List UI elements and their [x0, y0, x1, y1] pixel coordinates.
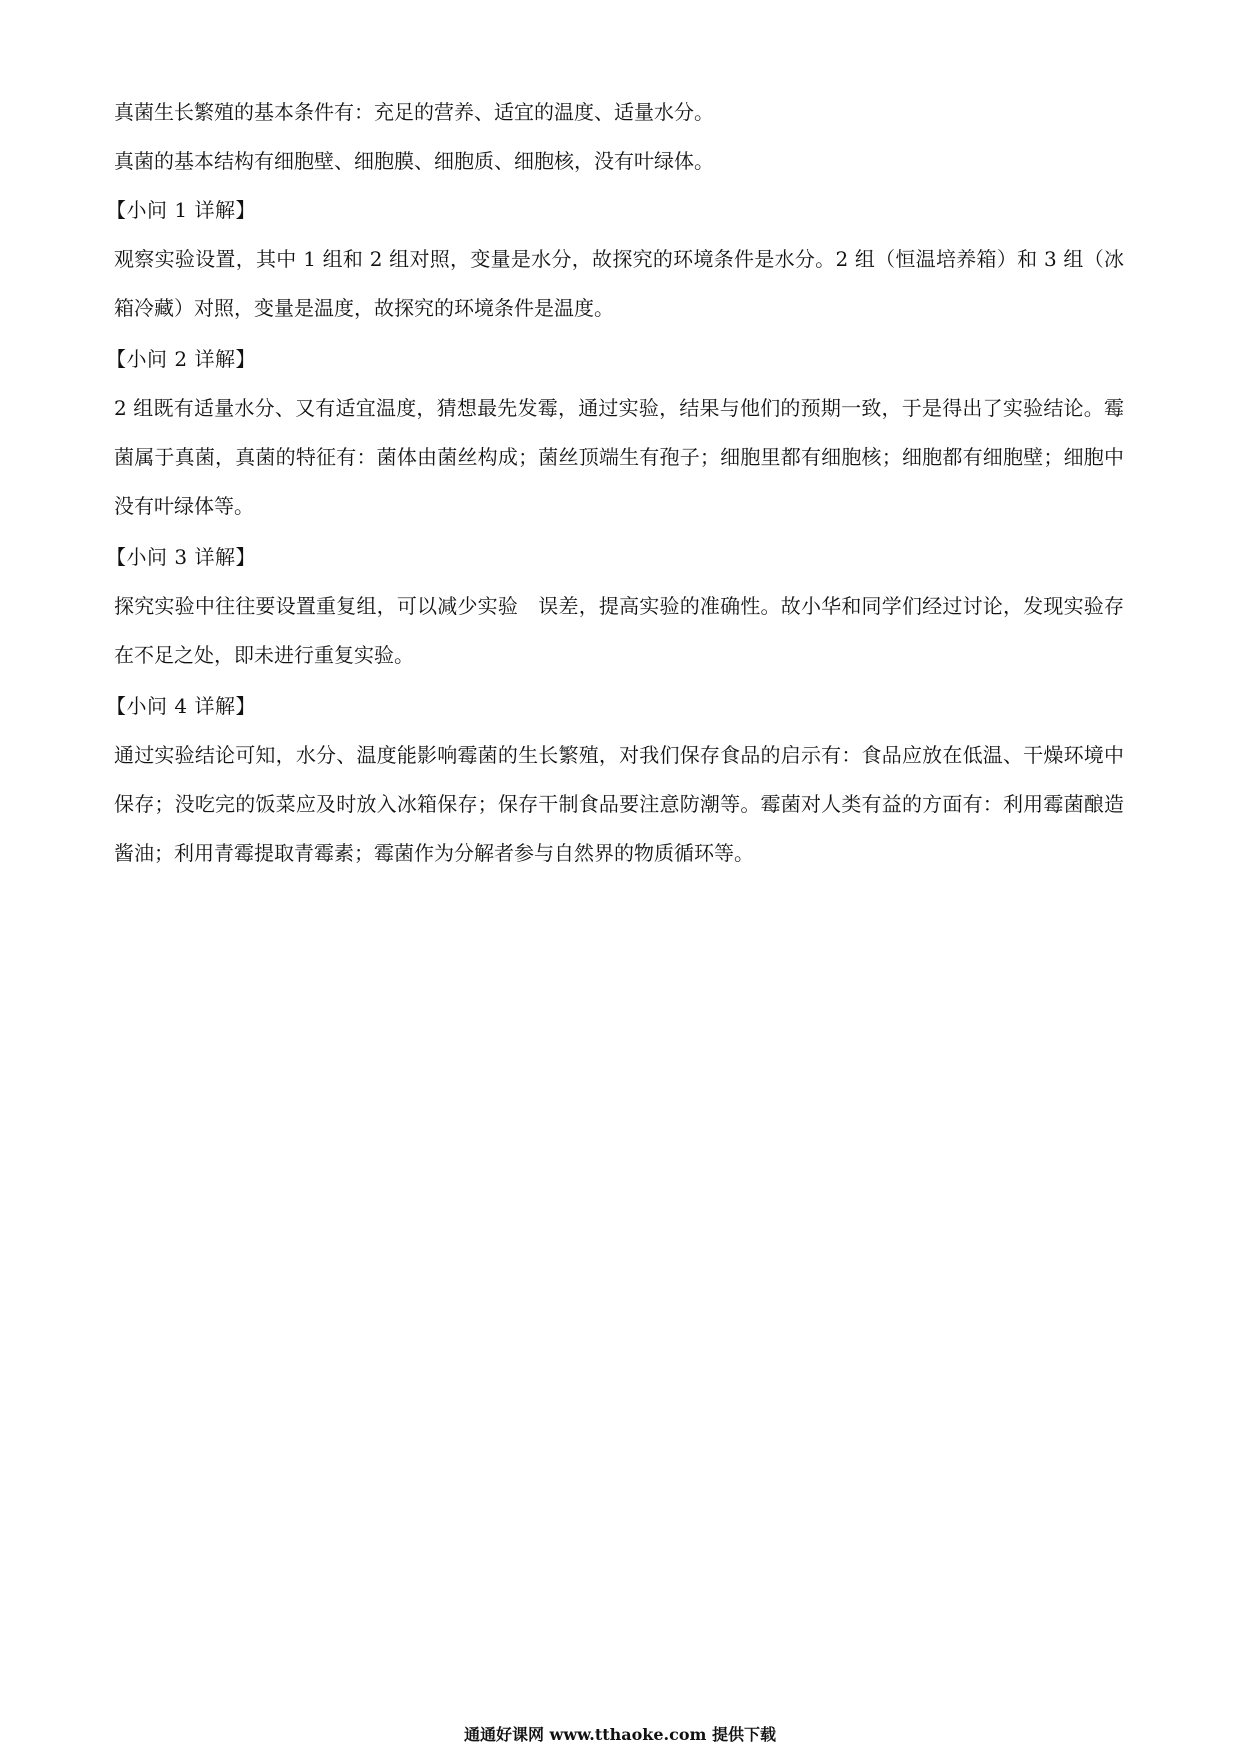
- section-body-4: 通过实验结论可知，水分、温度能影响霉菌的生长繁殖，对我们保存食品的启示有：食品应放在低温、干燥环境中保存；没吃完的饭菜应及时放入冰箱保存；保存干制食品要注意防潮等。霉菌对人类有益的方面有：利用霉菌酿造酱油；利用青霉提取青霉素；霉菌作为分解者参与自然界的物质循环等。: [114, 743, 1124, 865]
- page-footer: 通通好课网 www.tthaoke.com 提供下载: [463, 1725, 777, 1744]
- document-body: [106, 98, 1124, 890]
- intro-line-1: 真菌生长繁殖的基本条件有：充足的营养、适宜的温度、适量水分。: [114, 100, 714, 124]
- section-body-2: 2 组既有适量水分、又有适宜温度，猜想最先发霉，通过实验，结果与他们的预期一致，于是得出了实验结论。霉菌属于真菌，真菌的特征有：菌体由菌丝构成；菌丝顶端生有孢子；细胞里都有细胞核；细胞都有细胞壁；细胞中没有叶绿体等。: [114, 396, 1124, 518]
- section-heading-4: 【小问 4 详解】: [106, 694, 256, 718]
- intro-line-2: 真菌的基本结构有细胞壁、细胞膜、细胞质、细胞核，没有叶绿体。: [114, 149, 714, 173]
- section-heading-2: 【小问 2 详解】: [106, 347, 256, 371]
- section-body-3: 探究实验中往往要设置重复组，可以减少实验 误差，提高实验的准确性。故小华和同学们经过讨论，发现实验存在不足之处，即未进行重复实验。: [114, 594, 1124, 667]
- section-body-1: 观察实验设置，其中 1 组和 2 组对照，变量是水分，故探究的环境条件是水分。2 组（恒温培养箱）和 3 组（冰箱冷藏）对照，变量是温度，故探究的环境条件是温度。: [114, 247, 1124, 320]
- section-heading-3: 【小问 3 详解】: [106, 545, 256, 569]
- section-heading-1: 【小问 1 详解】: [106, 198, 256, 222]
